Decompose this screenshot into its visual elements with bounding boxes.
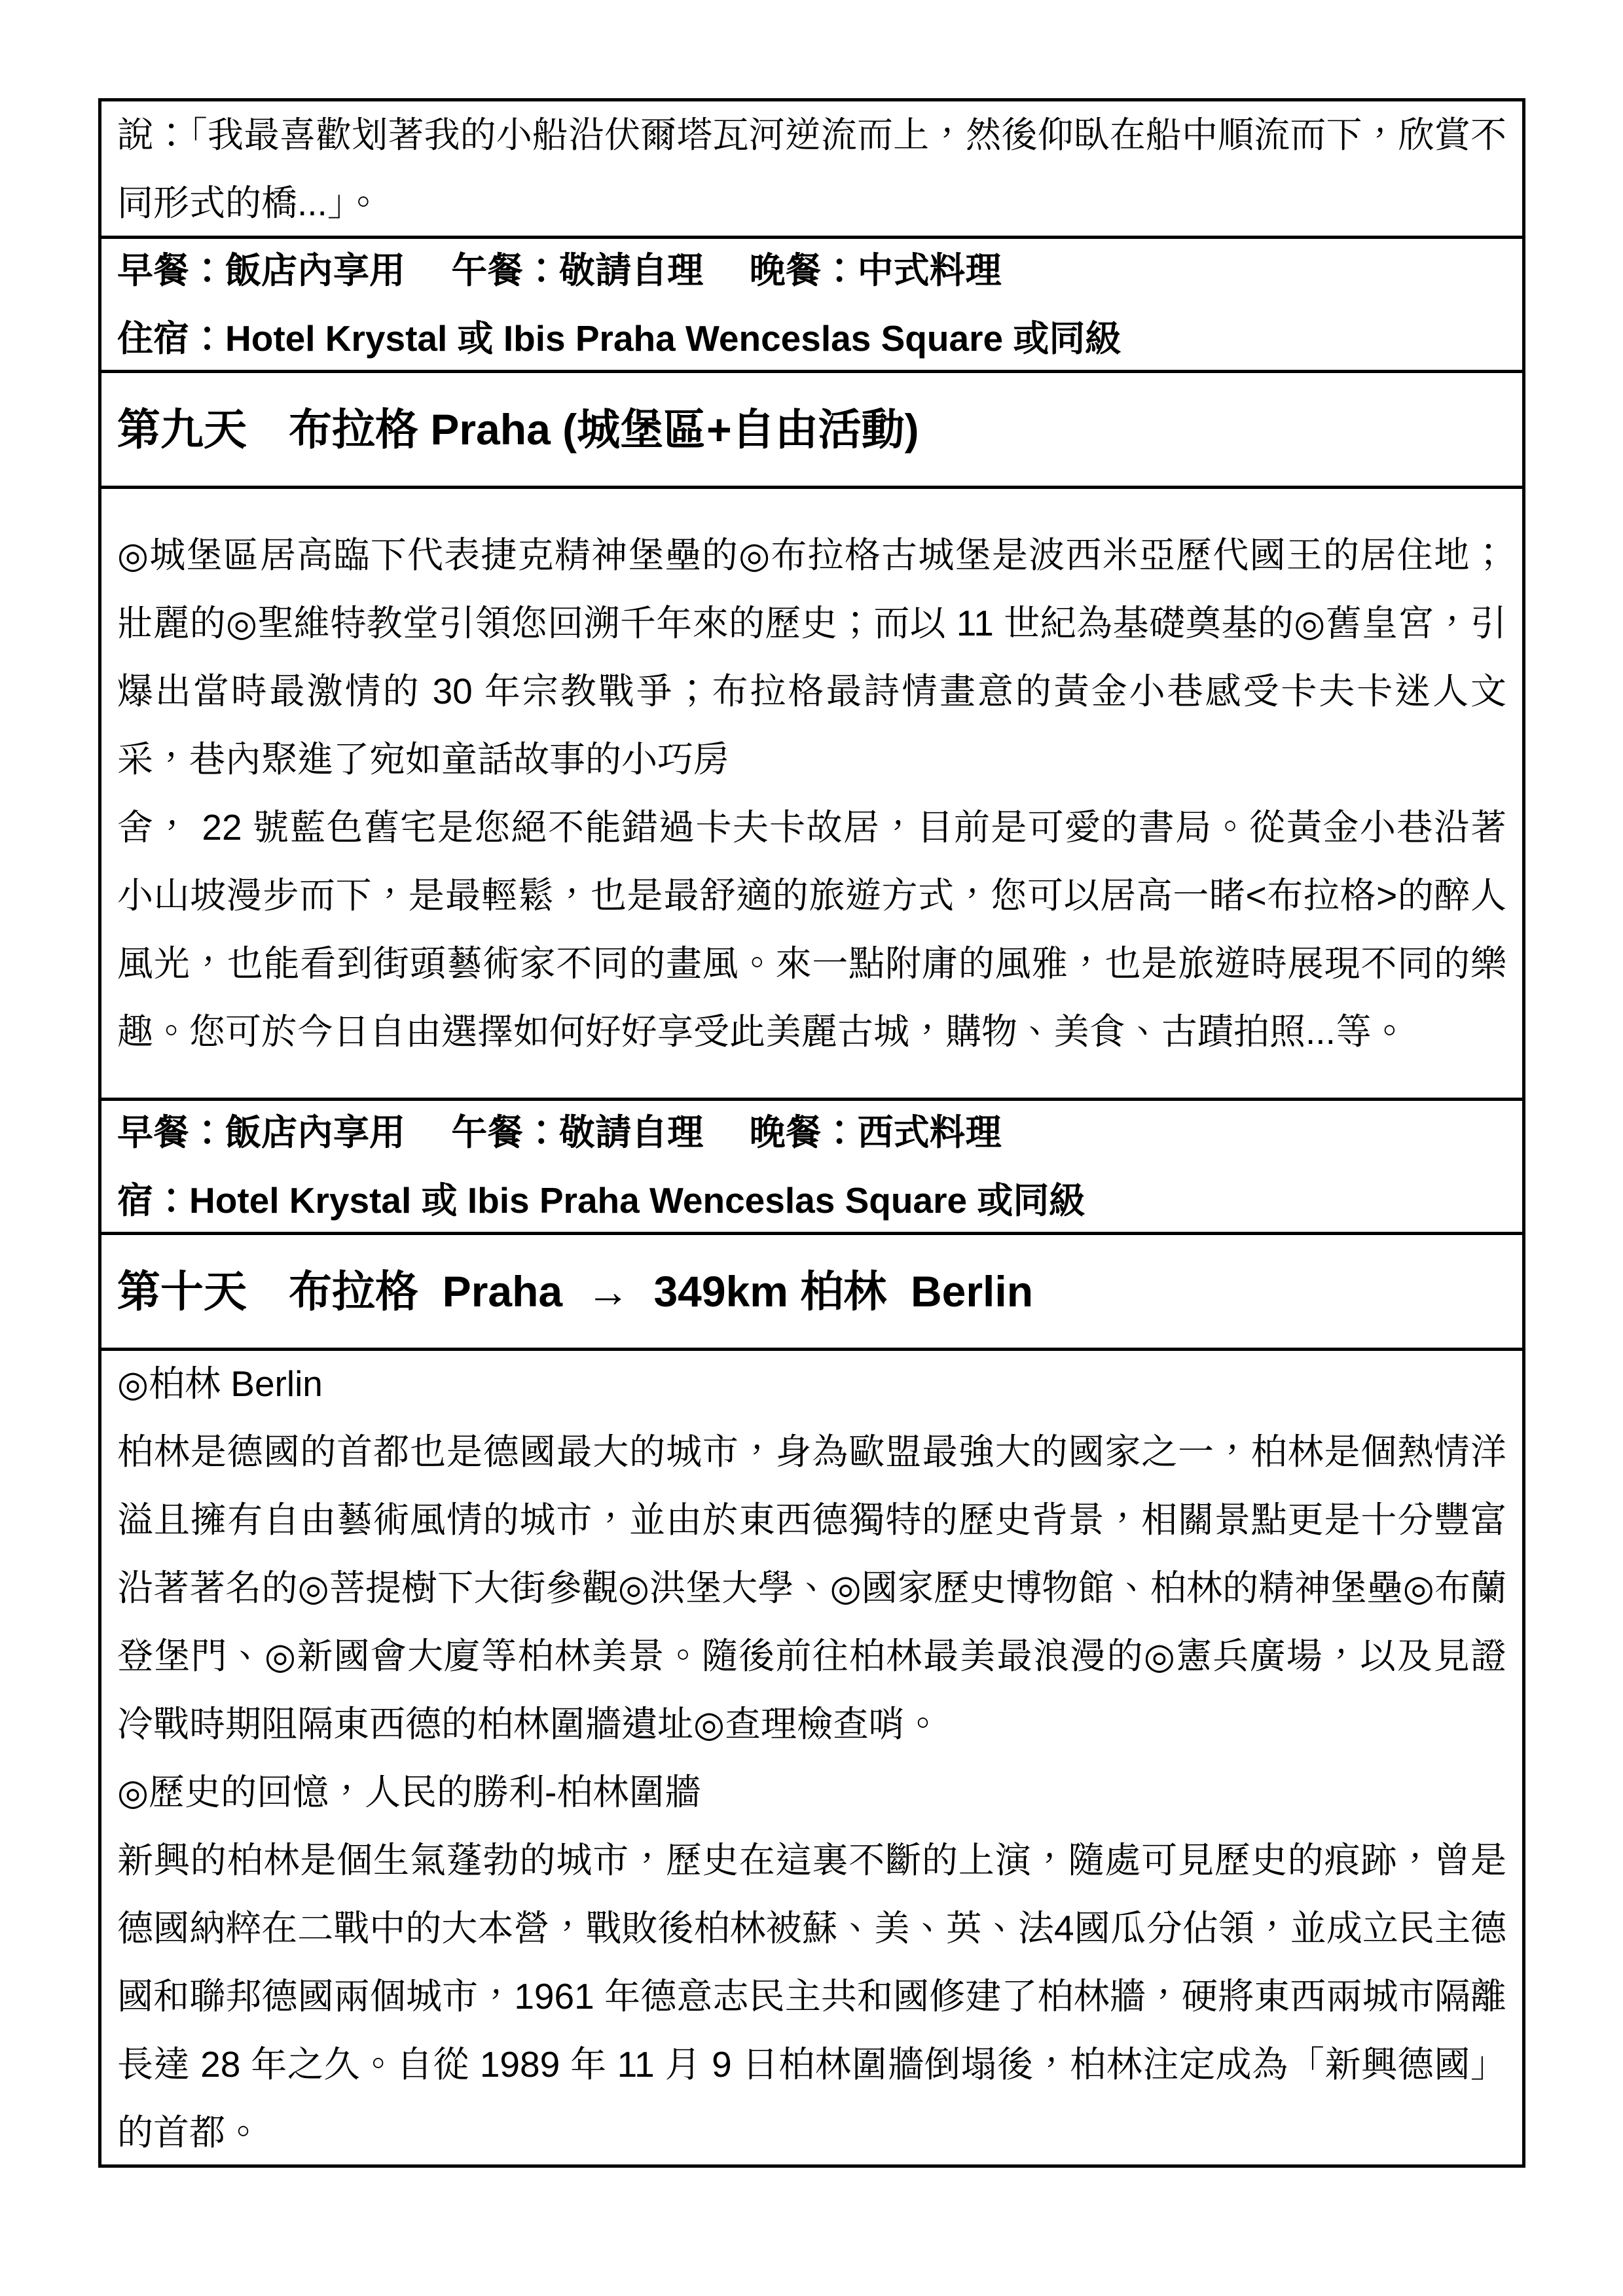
row-meals-day9 [101,1098,1522,1232]
meals-line: 早餐：飯店內享用 午餐：敬請自理 晚餐：西式料理 [117,1112,1002,1153]
day9-label: 第九天 [117,405,247,454]
day9-header [117,403,1506,456]
meals-line: 早餐：飯店內享用 午餐：敬請自理 晚餐：中式料理 [117,250,1002,291]
hotel-line: 宿：Hotel Krystal 或 Ibis Praha Wenceslas Square 或同級 [117,1180,1085,1221]
day10-paragraph-3: ◎歷史的回憶，人民的勝利-柏林圍牆 [117,1771,701,1812]
day9-title: 布拉格 Praha (城堡區+自由活動) [289,405,919,454]
row-day10-header [101,1232,1522,1348]
row-meals-day8 [101,236,1522,370]
day10-paragraph-2: 柏林是德國的首都也是德國最大的城市，身為歐盟最強大的國家之一，柏林是個熱情洋溢且擁有自由藝術風情的城市，並由於東西德獨特的歷史背景，相關景點更是十分豐富沿著著名的◎菩提樹下大街參觀◎洪堡大學、◎國家歷史博物館、柏林的精神堡壘◎布蘭登堡門、◎新國會大廈等柏林美景。隨後前往柏林最美最浪漫的◎憲兵廣場，以及見證冷戰時期阻隔東西德的柏林圍牆遺址◎查理檢查哨。 [117,1431,1506,1744]
day10-paragraph-4: 新興的柏林是個生氣蓬勃的城市，歷史在這裏不斷的上演，隨處可見歷史的痕跡，曾是德國納粹在二戰中的大本營，戰敗後柏林被蘇、美、英、法4國瓜分佔領，並成立民主德國和聯邦德國兩個城市，1961 年德意志民主共和國修建了柏林牆，硬將東西兩城市隔離長達 28 年之久。自從 1989 年 11 月 9 日柏林圍牆倒塌後，柏林注定成為「新興德國」的首都。 [117,1839,1506,2153]
continuation-paragraph: 說：「我最喜歡划著我的小船沿伏爾塔瓦河逆流而上，然後仰臥在船中順流而下，欣賞不同形式的橋...」。 [117,114,1506,223]
day10-title: 布拉格 Praha → 349km 柏林 Berlin [289,1267,1034,1316]
row-day9-header [101,370,1522,486]
day9-paragraph-2: 舍， 22 號藍色舊宅是您絕不能錯過卡夫卡故居，目前是可愛的書局。從黃金小巷沿著小山坡漫步而下，是最輕鬆，也是最舒適的旅遊方式，您可以居高一睹<布拉格>的醉人風光，也能看到街頭藝術家不同的畫風。來一點附庸的風雅，也是旅遊時展現不同的樂趣。您可於今日自由選擇如何好好享受此美麗古城，購物、美食、古蹟拍照...等。 [117,807,1506,1052]
row-paragraph-continuation [101,101,1522,236]
day10-label: 第十天 [117,1267,247,1316]
itinerary-table [98,98,1525,2168]
row-day9-description [101,486,1522,1098]
row-day10-description [101,1348,1522,2164]
day10-paragraph-1: ◎柏林 Berlin [117,1363,323,1404]
hotel-line: 住宿：Hotel Krystal 或 Ibis Praha Wenceslas Square 或同級 [117,318,1122,359]
day10-header [117,1265,1506,1318]
day9-paragraph-1: ◎城堡區居高臨下代表捷克精神堡壘的◎布拉格古城堡是波西米亞歷代國王的居住地；壯麗的◎聖維特教堂引領您回溯千年來的歷史；而以 11 世紀為基礎奠基的◎舊皇宮，引爆出當時最激情的 30 年宗教戰爭；布拉格最詩情畫意的黃金小巷感受卡夫卡迷人文采，巷內聚進了宛如童話故事的小巧房 [117,535,1506,780]
